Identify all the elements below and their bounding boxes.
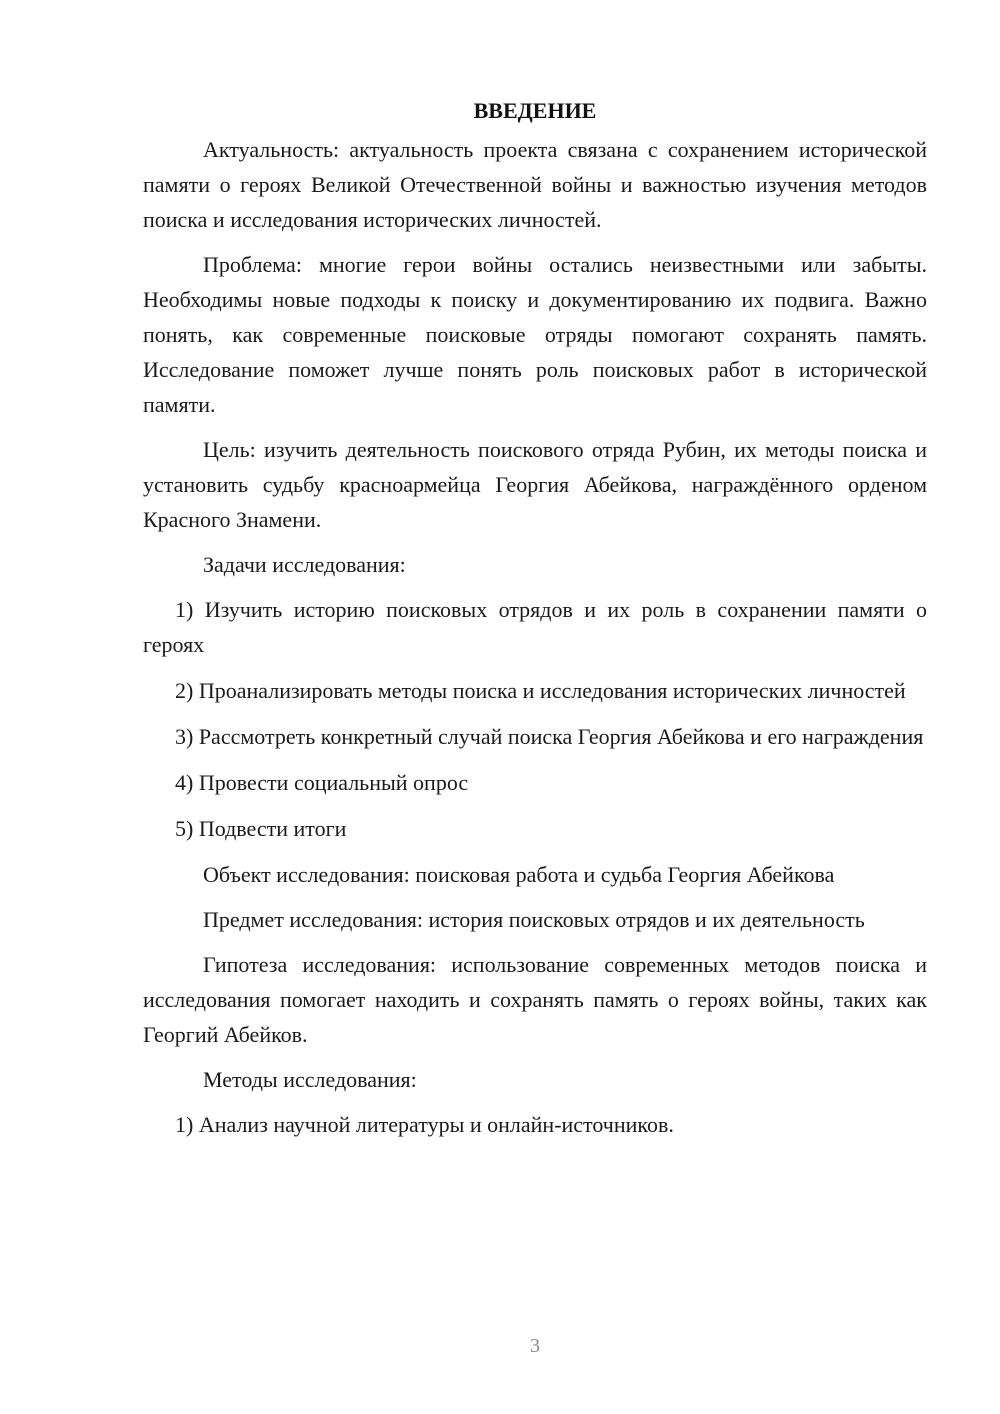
task-item-3: 3) Рассмотреть конкретный случай поиска Георгия Абейкова и его награждения (175, 724, 924, 749)
task-item-4: 4) Провести социальный опрос (175, 770, 469, 795)
paragraph-methods-heading: Методы исследования: (203, 1067, 417, 1092)
paragraph-hypothesis: Гипотеза исследования: использование современных методов поиска и исследования помогает находить и сохранять память о героях войны, таких как Георгий Абейков. (143, 952, 927, 1047)
paragraph-tasks-heading: Задачи исследования: (203, 552, 406, 577)
task-item-1: 1) Изучить историю поисковых отрядов и их роль в сохранении памяти о героях (143, 597, 927, 657)
task-item-5: 5) Подвести итоги (175, 816, 347, 841)
method-item-1: 1) Анализ научной литературы и онлайн-источников. (175, 1112, 674, 1137)
page-title: ВВЕДЕНИЕ (473, 98, 597, 123)
page-number: 3 (530, 1335, 540, 1357)
paragraph-subject: Предмет исследования: история поисковых отрядов и их деятельность (203, 907, 865, 932)
paragraph-relevance: Актуальность: актуальность проекта связана с сохранением исторической памяти о героях Великой Отечественной войны и важностью изучения методов поиска и исследования исторических личностей. (143, 137, 927, 232)
paragraph-object: Объект исследования: поисковая работа и судьба Георгия Абейкова (203, 862, 835, 887)
task-item-2: 2) Проанализировать методы поиска и исследования исторических личностей (175, 678, 906, 703)
paragraph-problem: Проблема: многие герои войны остались неизвестными или забыты. Необходимы новые подходы к поиску и документированию их подвига. Важно понять, как современные поисковые отряды помогают сохранять память. Исследование поможет лучше понять роль поисковых работ в исторической памяти. (143, 252, 927, 417)
paragraph-goal: Цель: изучить деятельность поискового отряда Рубин, их методы поиска и установить судьбу красноармейца Георгия Абейкова, награждённого орденом Красного Знамени. (143, 437, 927, 532)
